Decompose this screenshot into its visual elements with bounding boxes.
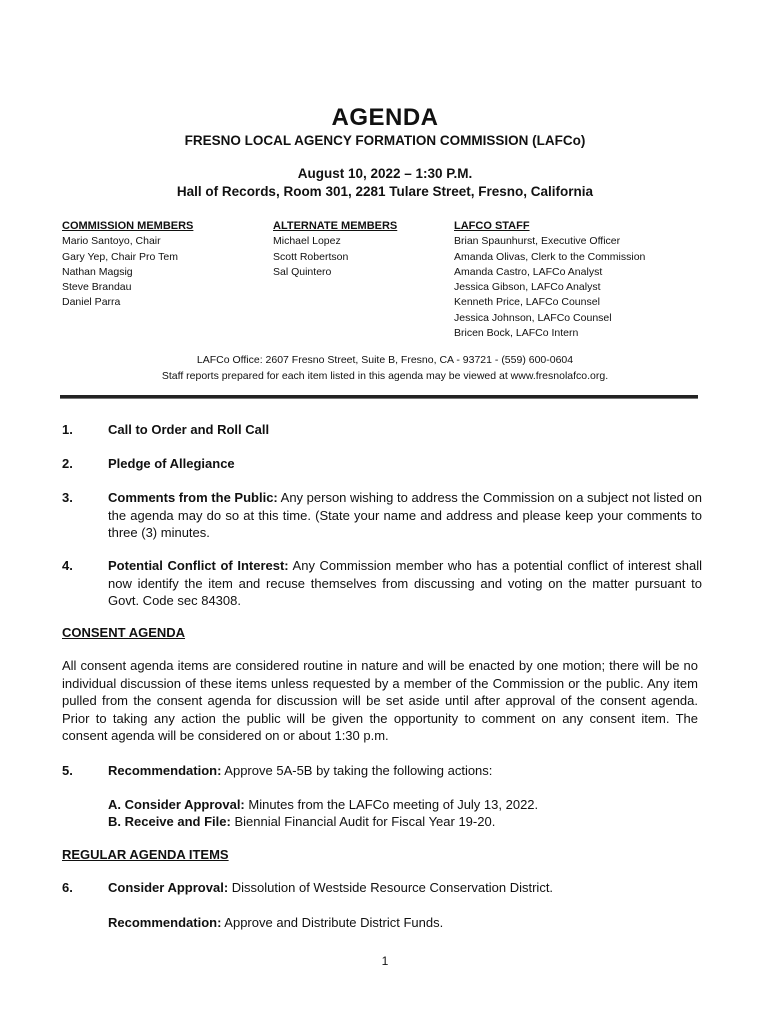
item-text: Any person wishing to address the Commission on a subject not listed on the agenda may do so at this time. (State your name and address and please keep your comments to three (3) minutes.: [108, 490, 702, 540]
member-name: Steve Brandau: [62, 281, 132, 294]
item-text: Any Commission member who has a potential conflict of interest shall now identify the item and recuse themselves from discussing and voting on the matter pursuant to Govt. Code sec 84308.: [108, 558, 703, 608]
item-text: Approve 5A-5B by taking the following actions:: [221, 763, 493, 778]
page-number: 1: [381, 954, 389, 968]
meeting-location: Hall of Records, Room 301, 2281 Tulare Street, Fresno, California: [176, 184, 594, 199]
item-title: Potential Conflict of Interest:: [108, 558, 289, 573]
staff-name: Jessica Johnson, LAFCo Counsel: [454, 311, 612, 324]
staff-name: Kenneth Price, LAFCo Counsel: [454, 296, 600, 309]
item-6-recommendation: [108, 914, 708, 931]
staff-name: Bricen Bock, LAFCo Intern: [454, 327, 579, 340]
meeting-date: August 10, 2022 – 1:30 P.M.: [297, 166, 473, 181]
recommendation-text: Approve and Distribute District Funds.: [221, 915, 444, 930]
agenda-item-6: [62, 879, 702, 897]
member-name: Nathan Magsig: [62, 265, 133, 278]
alternate-members-column: [273, 219, 453, 280]
item-number: 4.: [62, 558, 73, 573]
sub-item-label: B. Receive and File:: [108, 814, 231, 829]
member-name: Gary Yep, Chair Pro Tem: [62, 250, 178, 263]
item-number: 2.: [62, 456, 73, 471]
commission-members-column: [62, 219, 262, 311]
member-name: Daniel Parra: [62, 296, 121, 309]
item-title: Consider Approval:: [108, 880, 229, 895]
member-name: Mario Santoyo, Chair: [62, 235, 161, 248]
alternate-name: Michael Lopez: [273, 235, 341, 248]
alternate-members-heading: ALTERNATE MEMBERS: [273, 220, 398, 232]
item-number: 1.: [62, 422, 73, 437]
staff-name: Amanda Olivas, Clerk to the Commission: [454, 250, 646, 263]
agenda-item-2: [62, 455, 702, 473]
staff-name: Brian Spaunhurst, Executive Officer: [454, 235, 621, 248]
agenda-item-3: [62, 489, 702, 542]
consent-agenda-paragraph: All consent agenda items are considered routine in nature and will be enacted by one motion; there will be no individual discussion of these items unless requested by a member of the Commission or the public. Any item pulled from the consent agenda for discussion will be set aside until after approval of the consent agenda. Prior to taking any action the public will be given the opportunity to comment on any consent item. The consent agenda will be considered on or about 1:30 p.m.: [62, 658, 698, 743]
lafco-staff-column: [454, 219, 744, 341]
regular-agenda-heading: REGULAR AGENDA ITEMS: [62, 847, 229, 862]
alternate-name: Scott Robertson: [273, 250, 349, 263]
item-number: 5.: [62, 763, 73, 778]
agenda-item-5: [62, 762, 702, 780]
item-title: Call to Order and Roll Call: [108, 422, 270, 437]
staff-name: Amanda Castro, LAFCo Analyst: [454, 265, 603, 278]
item-title: Recommendation:: [108, 763, 222, 778]
staff-reports-note: Staff reports prepared for each item listed in this agenda may be viewed at www.fresnolafco.org.: [161, 370, 609, 382]
sub-item-label: A. Consider Approval:: [108, 797, 245, 812]
agency-name: FRESNO LOCAL AGENCY FORMATION COMMISSION (LAFCo): [184, 133, 586, 148]
item-number: 6.: [62, 880, 73, 895]
agenda-title: AGENDA: [331, 104, 439, 131]
item-number: 3.: [62, 490, 73, 505]
alternate-name: Sal Quintero: [273, 265, 332, 278]
agenda-item-4: [62, 557, 702, 610]
sub-item-text: Minutes from the LAFCo meeting of July 13, 2022.: [244, 797, 539, 812]
consent-agenda-heading: CONSENT AGENDA: [62, 625, 186, 640]
header-divider: [60, 395, 698, 399]
commission-members-heading: COMMISSION MEMBERS: [62, 220, 194, 232]
item-text: Dissolution of Westside Resource Conservation District.: [228, 880, 554, 895]
item-title: Pledge of Allegiance: [108, 456, 235, 471]
sub-item-text: Biennial Financial Audit for Fiscal Year 19-20.: [230, 814, 496, 829]
office-address: LAFCo Office: 2607 Fresno Street, Suite B, Fresno, CA - 93721 - (559) 600-0604: [196, 354, 574, 366]
office-info: [0, 352, 770, 384]
sub-item-5b: [108, 813, 708, 830]
agenda-item-1: [62, 421, 702, 439]
recommendation-label: Recommendation:: [108, 915, 222, 930]
sub-item-5a: [108, 796, 708, 813]
item-title: Comments from the Public:: [108, 490, 278, 505]
lafco-staff-heading: LAFCO STAFF: [454, 220, 530, 232]
staff-name: Jessica Gibson, LAFCo Analyst: [454, 281, 601, 294]
